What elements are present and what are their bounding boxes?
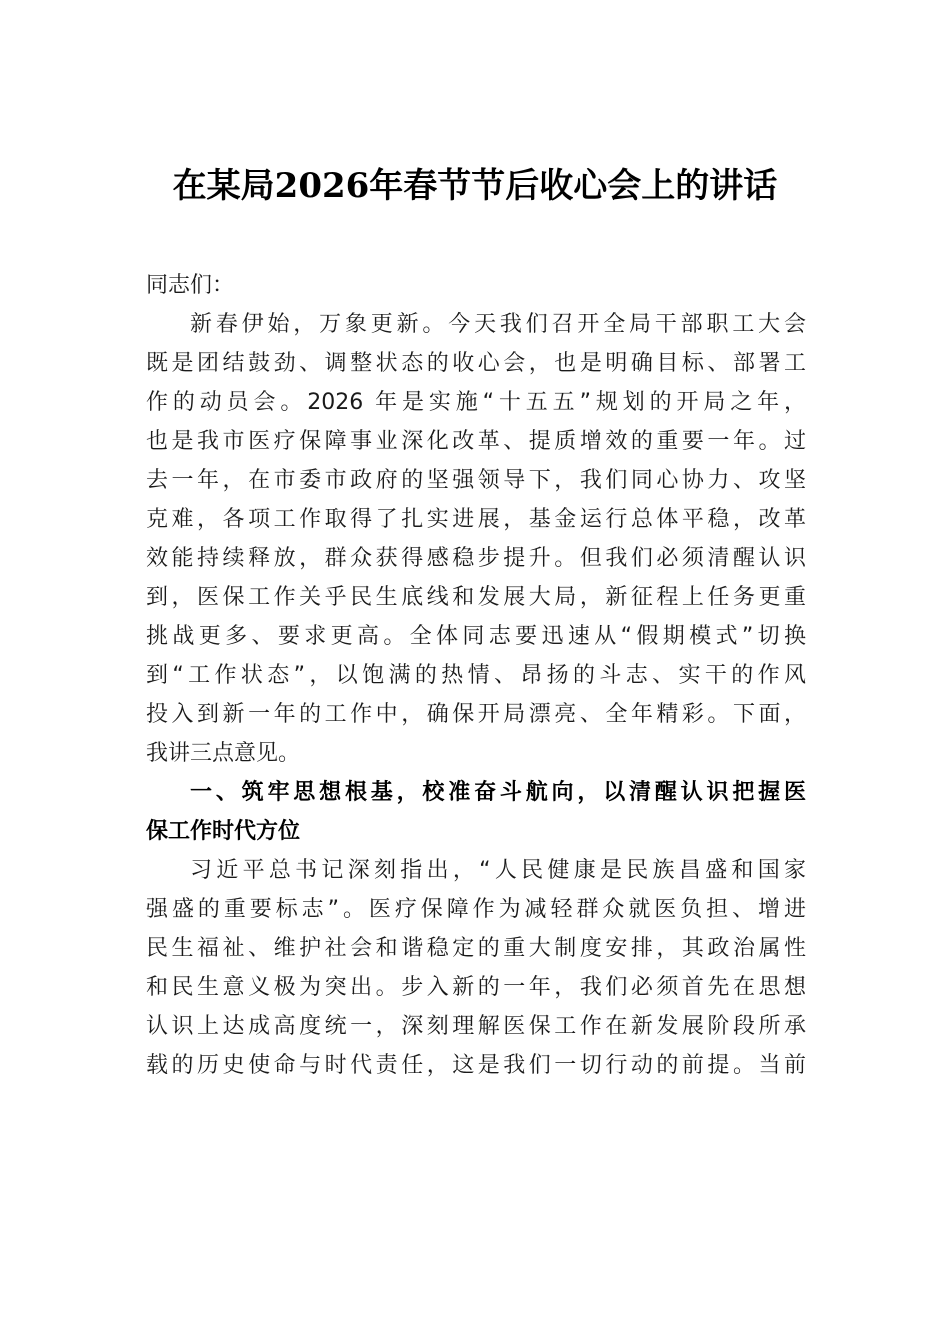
paragraph-line: 到“工作状态”，以饱满的热情、昂扬的斗志、实干的作风 xyxy=(146,663,806,688)
paragraph-line: 克难，各项工作取得了扎实进展，基金运行总体平稳，改革 xyxy=(146,507,806,532)
heading-line: 一、筑牢思想根基，校准奋斗航向，以清醒认识把握医 xyxy=(190,780,806,805)
paragraph-line: 民生福祉、维护社会和谐稳定的重大制度安排，其政治属性 xyxy=(146,936,806,961)
paragraph-section-1 xyxy=(146,851,806,1085)
paragraph-line: 载的历史使命与时代责任，这是我们一切行动的前提。当前 xyxy=(146,1053,806,1078)
heading-line: 保工作时代方位 xyxy=(146,819,301,844)
paragraph-line: 认识上达成高度统一，深刻理解医保工作在新发展阶段所承 xyxy=(146,1014,806,1039)
paragraph-line: 也是我市医疗保障事业深化改革、提质增效的重要一年。过 xyxy=(146,429,806,454)
paragraph-line: 习近平总书记深刻指出，“人民健康是民族昌盛和国家 xyxy=(190,858,806,883)
paragraph-line: 和民生意义极为突出。步入新的一年，我们必须首先在思想 xyxy=(146,975,806,1000)
paragraph-line: 挑战更多、要求更高。全体同志要迅速从“假期模式”切换 xyxy=(146,624,806,649)
paragraph-line: 我讲三点意见。 xyxy=(146,741,301,766)
section-heading-1 xyxy=(146,773,806,851)
salutation: 同志们： xyxy=(146,273,235,298)
document-title: 在某局2026年春节节后收心会上的讲话 xyxy=(172,166,778,206)
paragraph-line: 效能持续释放，群众获得感稳步提升。但我们必须清醒认识 xyxy=(146,546,806,571)
paragraph-line: 去一年，在市委市政府的坚强领导下，我们同心协力、攻坚 xyxy=(146,468,806,493)
paragraph-line: 既是团结鼓劲、调整状态的收心会，也是明确目标、部署工 xyxy=(146,351,806,376)
paragraph-line: 作的动员会。2026 年是实施“十五五”规划的开局之年， xyxy=(146,390,806,415)
paragraph-line: 投入到新一年的工作中，确保开局漂亮、全年精彩。下面， xyxy=(146,702,806,727)
paragraph-intro xyxy=(146,305,806,773)
paragraph-line: 强盛的重要标志”。医疗保障作为减轻群众就医负担、增进 xyxy=(146,897,806,922)
paragraph-line: 新春伊始，万象更新。今天我们召开全局干部职工大会 xyxy=(190,312,806,337)
document-body xyxy=(146,266,806,1085)
paragraph-line: 到，医保工作关乎民生底线和发展大局，新征程上任务更重 xyxy=(146,585,806,610)
